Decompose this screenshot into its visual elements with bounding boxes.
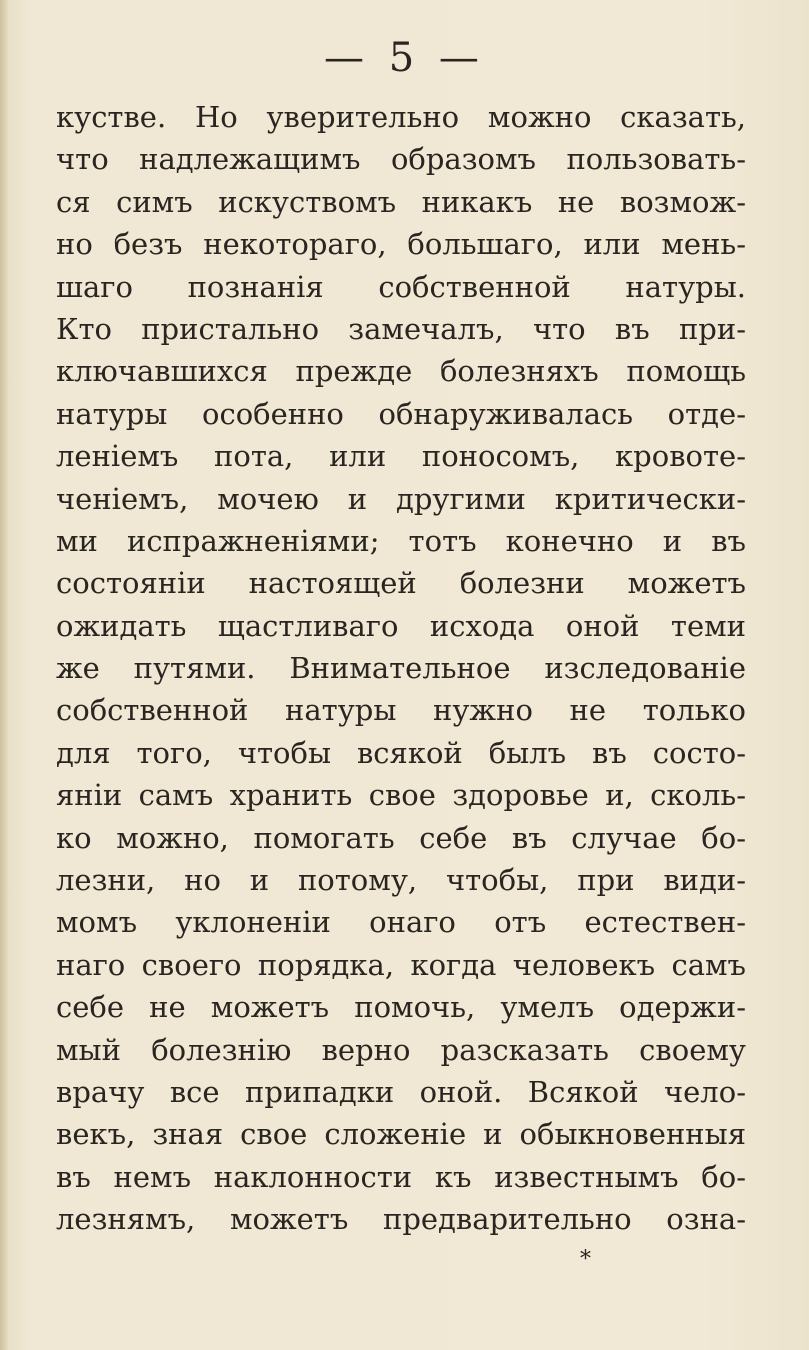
- text-line: кустве. Но уверительно можно сказать,: [56, 100, 746, 134]
- text-line: ченiемъ, мочею и другими критически-: [56, 481, 746, 516]
- text-line: состоянiи настоящей болезни можетъ: [56, 566, 746, 601]
- signature-mark: *: [580, 1247, 591, 1272]
- text-line: янiи самъ хранить свое здоровье и, сколь-: [56, 778, 746, 813]
- text-line: собственной натуры нужно не только: [56, 693, 746, 728]
- text-line: же путями. Внимательное изследованiе: [56, 651, 746, 686]
- text-line: себе не можетъ помочь, умелъ одержи-: [56, 990, 746, 1025]
- text-line: ми испражненiями; тотъ конечно и въ: [56, 523, 746, 558]
- text-line: въ немъ наклонности къ известнымъ бо-: [56, 1159, 746, 1194]
- text-line: векъ, зная свое сложенiе и обыкновенныя: [56, 1117, 746, 1152]
- text-line: но безъ некотораго, большаго, или мень-: [56, 227, 746, 262]
- text-line: Кто пристально замечалъ, что въ при-: [56, 311, 746, 346]
- text-line: лезни, но и потому, чтобы, при види-: [56, 863, 746, 898]
- body-text: [56, 96, 746, 1241]
- text-line: лезнямъ, можетъ предварительно озна-: [56, 1202, 746, 1237]
- text-line: наго своего порядка, когда человекъ самъ: [56, 947, 746, 982]
- text-line: что надлежащимъ образомъ пользовать-: [56, 142, 746, 177]
- text-line: шаго познанiя собственной натуры.: [56, 269, 746, 304]
- text-line: мый болезнiю верно разсказать своему: [56, 1032, 746, 1067]
- page-spine-edge: [0, 0, 8, 1350]
- text-line: натуры особенно обнаруживалась отде-: [56, 396, 746, 431]
- text-line: ленiемъ пота, или поносомъ, кровоте-: [56, 439, 746, 474]
- text-line: ко можно, помогать себе въ случае бо-: [56, 820, 746, 855]
- text-line: ся симъ искуствомъ никакъ не возмож-: [56, 184, 746, 219]
- page-number-header: — 5 —: [324, 35, 485, 81]
- text-line: врачу все припадки оной. Всякой чело-: [56, 1074, 746, 1109]
- text-line: ключавшихся прежде болезняхъ помощь: [56, 354, 746, 389]
- text-line: ожидать щастливаго исхода оной теми: [56, 608, 746, 643]
- text-line: для того, чтобы всякой былъ въ состо-: [56, 735, 746, 770]
- text-line: момъ уклоненiи онаго отъ естествен-: [56, 905, 746, 940]
